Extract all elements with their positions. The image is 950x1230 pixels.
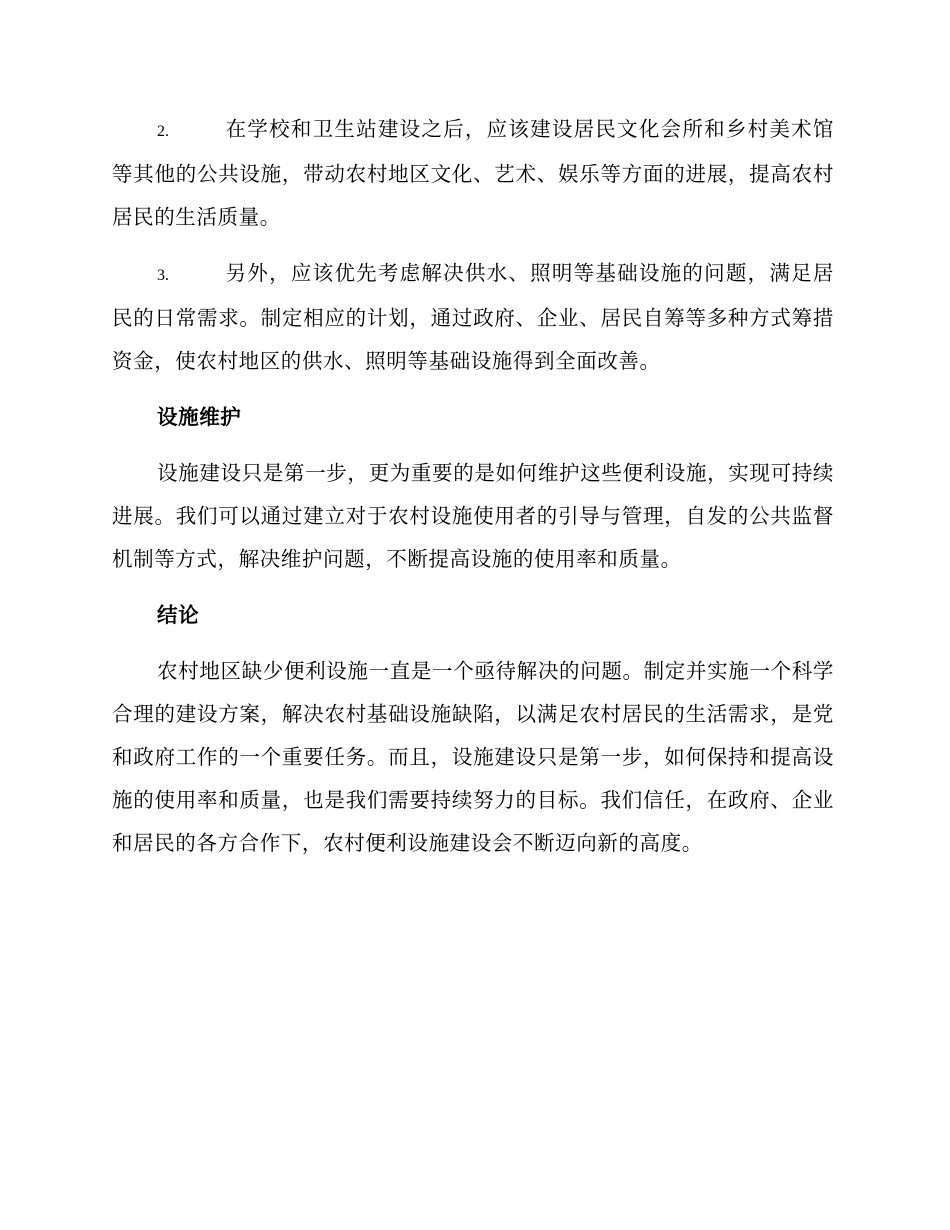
section-heading-conclusion: 结论 (157, 603, 200, 627)
document-content (112, 108, 834, 878)
list-item-text: 在学校和卫生站建设之后，应该建设居民文化会所和乡村美术馆等其他的公共设施，带动农村地区文化、艺术、娱乐等方面的进展，提高农村居民的生活质量。 (112, 117, 834, 229)
list-item (112, 252, 834, 383)
list-item-number: 2. (157, 123, 169, 140)
list-item-text: 另外，应该优先考虑解决供水、照明等基础设施的问题，满足居民的日常需求。制定相应的计划，通过政府、企业、居民自筹等多种方式筹措资金，使农村地区的供水、照明等基础设施得到全面改善。 (112, 261, 834, 373)
section-body-maintenance: 设施建设只是第一步，更为重要的是如何维护这些便利设施，实现可持续进展。我们可以通过建立对于农村设施使用者的引导与管理，自发的公共监督机制等方式，解决维护问题，不断提高设施的使用率和质量。 (112, 461, 834, 571)
list-item (112, 108, 834, 239)
section-body-conclusion: 农村地区缺少便利设施一直是一个亟待解决的问题。制定并实施一个科学合理的建设方案，解决农村基础设施缺陷，以满足农村居民的生活需求，是党和政府工作的一个重要任务。而且，设施建设只是第一步，如何保持和提高设施的使用率和质量，也是我们需要持续努力的目标。我们信任，在政府、企业和居民的各方合作下，农村便利设施建设会不断迈向新的高度。 (112, 659, 834, 855)
list-item-number: 3. (157, 267, 169, 284)
section-heading-maintenance: 设施维护 (157, 405, 242, 429)
